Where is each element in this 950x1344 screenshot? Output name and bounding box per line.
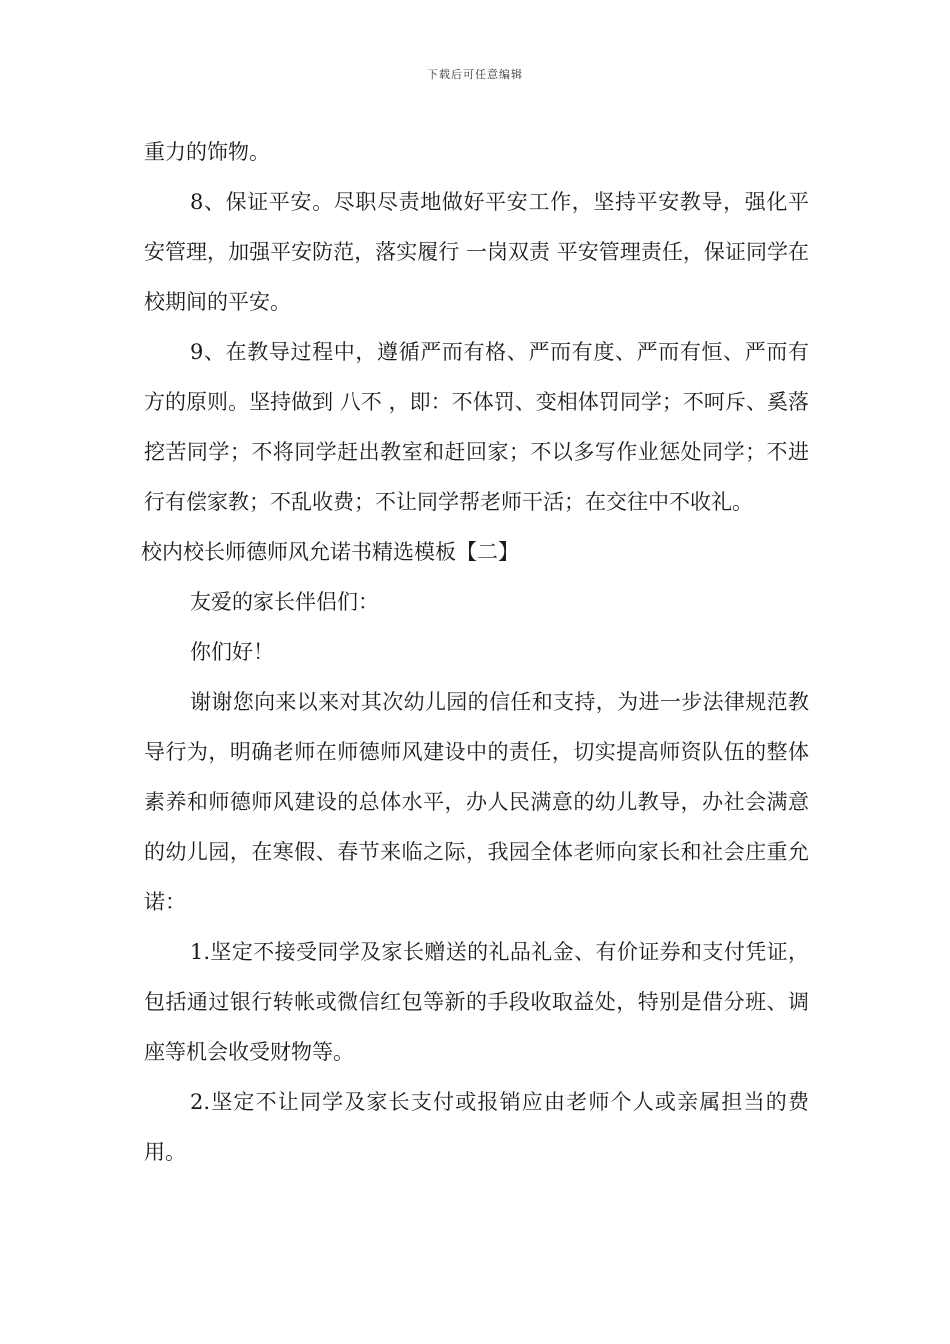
paragraph-item-8: 8、保证平安。尽职尽责地做好平安工作，坚持平安教导，强化平安管理，加强平安防范，落实履行 一岗双责 平安管理责任，保证同学在校期间的平安。 [144, 190, 809, 314]
salutation: 友爱的家长伴侣们： [190, 590, 379, 614]
paragraph-intro: 谢谢您向来以来对其次幼儿园的信任和支持，为进一步法律规范教导行为，明确老师在师德师风建设中的责任，切实提高师资队伍的整体素养和师德师风建设的总体水平，办人民满意的幼儿教导，办社会满意的幼儿园，在寒假、春节来临之际，我园全体老师向家长和社会庄重允诺： [144, 690, 809, 914]
paragraph-pledge-2: 2.坚定不让同学及家长支付或报销应由老师个人或亲属担当的费用。 [144, 1090, 809, 1164]
paragraph-continuation: 重力的饰物。 [144, 140, 270, 164]
document-body [141, 127, 809, 1177]
greeting: 你们好！ [190, 640, 274, 664]
page-header: 下载后可任意编辑 [427, 68, 523, 81]
paragraph-pledge-1: 1.坚定不接受同学及家长赠送的礼品礼金、有价证券和支付凭证，包括通过银行转帐或微信红包等新的手段收取益处，特别是借分班、调座等机会收受财物等。 [144, 940, 809, 1064]
paragraph-item-9: 9、在教导过程中，遵循严而有格、严而有度、严而有恒、严而有方的原则。坚持做到 八不 ，即：不体罚、变相体罚同学；不呵斥、奚落挖苦同学；不将同学赶出教室和赶回家；不以多写作业惩处同学；不进行有偿家教；不乱收费；不让同学帮老师干活；在交往中不收礼。 [144, 340, 809, 514]
section-title: 校内校长师德师风允诺书精选模板【二】 [141, 540, 519, 564]
